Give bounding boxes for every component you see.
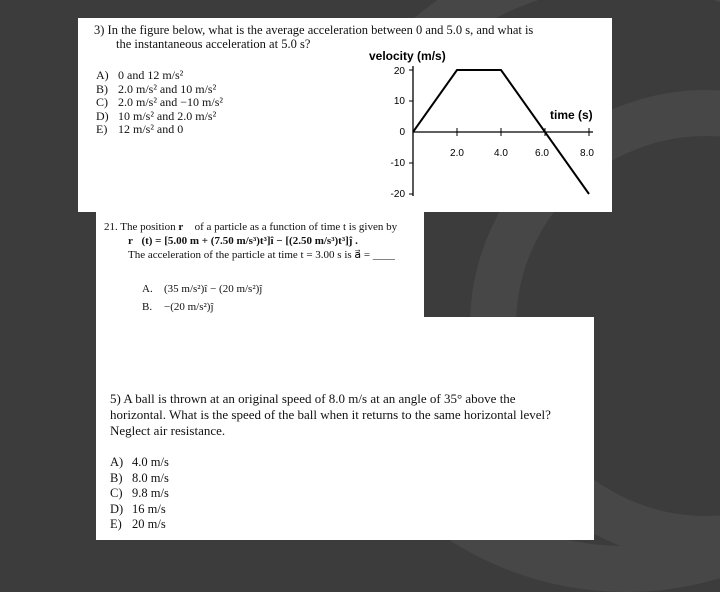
question-3-card (78, 18, 612, 212)
x-tick-label: 2.0 (450, 148, 464, 159)
option-d: D) 16 m/s (110, 501, 166, 516)
x-tick-label: 8.0 (580, 148, 594, 159)
y-tick-label: 10 (393, 96, 405, 107)
question-5-line-1: 5) A ball is thrown at an original speed of 8.0 m/s at an angle of 35° above the (110, 391, 516, 406)
question-3-line-1: 3) In the figure below, what is the average acceleration between 0 and 5.0 s, and what is (94, 23, 534, 37)
question-5-text (110, 391, 594, 439)
y-tick-label: -20 (390, 189, 405, 200)
option-b: B. −(20 m/s²)ĵ (142, 301, 214, 313)
option-b: B) 8.0 m/s (110, 470, 169, 485)
question-5-line-3: Neglect air resistance. (110, 423, 226, 438)
question-5-card (96, 317, 594, 540)
option-e: E) 12 m/s² and 0 (96, 122, 184, 136)
question-21-line-3: The acceleration of the particle at time t = 3.00 s is a⃗ = ____ (128, 249, 395, 261)
question-5-line-2: horizontal. What is the speed of the ball when it returns to the same horizontal level? (110, 407, 551, 422)
graph-xlabel: time (s) (550, 108, 593, 122)
option-c: C) 9.8 m/s (110, 486, 169, 500)
question-21-line-2: r⃗(t) = [5.00 m + (7.50 m/s³)t³]î − [(2.50 m/s³)t³]ĵ . (128, 235, 358, 247)
question-21-line-1: 21. The position r⃗ of a particle as a function of time t is given by (104, 221, 398, 233)
option-d: D) 10 m/s² and 2.0 m/s² (96, 108, 217, 123)
y-ticks (391, 66, 406, 200)
y-tick-label: -10 (390, 158, 405, 169)
x-tick-label: 4.0 (494, 148, 508, 159)
question-21-text (104, 220, 424, 262)
option-a: A. (35 m/s²)î − (20 m/s²)ĵ (142, 283, 263, 295)
x-ticks (450, 148, 594, 159)
graph-ylabel: velocity (m/s) (369, 49, 446, 63)
option-e: E) 20 m/s (110, 517, 166, 531)
option-a: A) 4.0 m/s (110, 455, 169, 469)
y-tick-label: 0 (399, 127, 405, 138)
velocity-time-graph (368, 46, 608, 211)
question-3-options (96, 69, 223, 137)
option-c: C) 2.0 m/s² and −10 m/s² (96, 95, 223, 109)
option-b: B) 2.0 m/s² and 10 m/s² (96, 81, 217, 96)
x-tick-label: 6.0 (535, 148, 549, 159)
y-tick-label: 20 (393, 66, 405, 77)
question-3-line-2: the instantaneous acceleration at 5.0 s? (116, 37, 311, 51)
option-a: A) 0 and 12 m/s² (96, 68, 184, 82)
question-5-options (110, 455, 169, 533)
